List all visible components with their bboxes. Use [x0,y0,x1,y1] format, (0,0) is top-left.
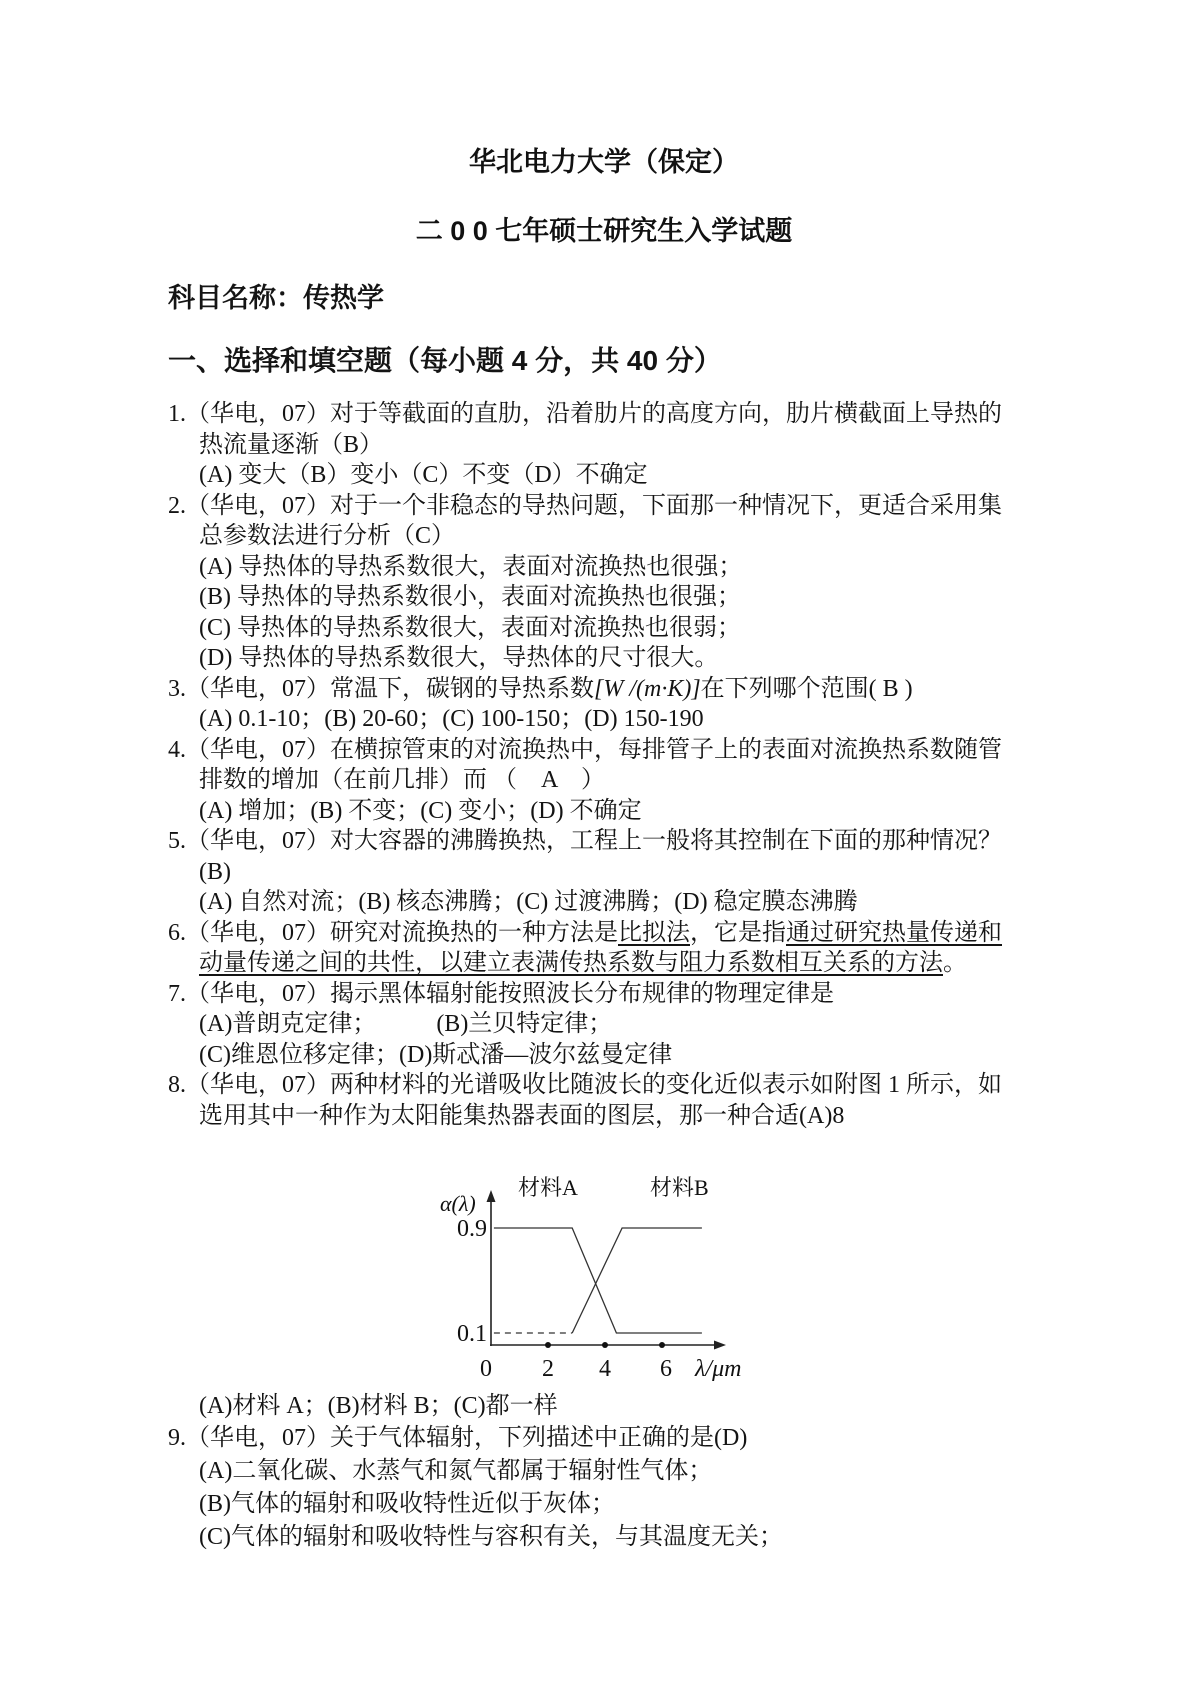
question-2-option-a: (A) 导热体的导热系数很大，表面对流换热也很强； [199,553,743,580]
question-8-options: (A)材料 A；(B)材料 B；(C)都一样 [199,1393,558,1419]
question-5-answer: (B) [199,858,231,885]
chart-series-lines [494,1228,702,1333]
question-1-options: (A) 变大（B）变小（C）不变（D）不确定 [199,462,648,488]
question-2-option-d: (D) 导热体的导热系数很大，导热体的尺寸很大。 [199,645,719,671]
question-3 [168,674,1040,735]
question-6-underlined-term: 比拟法 [618,919,690,946]
chart-svg [430,1169,770,1387]
chart-xtick-6: 6 [660,1356,672,1382]
question-9-option-b: (B)气体的辐射和吸收特性近似于灰体； [199,1490,615,1517]
question-7-line-1: 7.（华电，07）揭示黑体辐射能按照波长分布规律的物理定律是 [168,980,834,1007]
section-title: 一、选择和填空题（每小题 4 分，共 40 分） [168,345,722,376]
chart-ytick-01: 0.1 [457,1321,487,1347]
question-4 [168,735,1040,827]
exam-title: 二 0 0 七年硕士研究生入学试题 [415,216,793,246]
question-7-options-ab: (A)普朗克定律； (B)兰贝特定律； [199,1011,613,1037]
question-5 [168,826,1040,918]
question-2-line-1: 2.（华电，07）对于一个非稳态的导热问题，下面那一种情况下，更适合采用集 [168,492,1002,519]
university-title: 华北电力大学（保定） [469,147,739,177]
question-2-line-2: 总参数法进行分析（C） [199,523,456,549]
chart-series-a-label: 材料A [518,1175,578,1200]
chart-xtick-0: 0 [480,1356,492,1382]
question-8-line-1: 8.（华电，07）两种材料的光谱吸收比随波长的变化近似表示如附图 1 所示，如 [168,1072,1002,1098]
question-1 [168,399,1040,491]
question-5-line-1: 5.（华电，07）对大容器的沸腾换热，工程上一般将其控制在下面的那种情况？ [168,828,1002,854]
question-9-option-a: (A)二氧化碳、水蒸气和氮气都属于辐射性气体； [199,1457,713,1484]
figure-1-spectral-absorptance-chart [430,1169,770,1387]
chart-y-axis-arrow [487,1190,496,1202]
question-4-options: (A) 增加；(B) 不变；(C) 变小；(D) 不确定 [199,797,642,824]
question-6-period: 。 [943,950,967,976]
question-5-options: (A) 自然对流；(B) 核态沸腾；(C) 过渡沸腾；(D) 稳定膜态沸腾 [199,889,858,915]
question-8 [168,1070,1040,1422]
question-9 [168,1422,1040,1554]
question-2-option-b: (B) 导热体的导热系数很小，表面对流换热也很强； [199,584,741,610]
question-6-text-a: 6.（华电，07）研究对流换热的一种方法是 [168,919,618,946]
question-3-text-a: 3.（华电，07）常温下，碳钢的导热系数 [168,675,594,702]
question-3-units-formula: [W /(m·K)] [594,675,701,702]
question-9-option-c: (C)气体的辐射和吸收特性与容积有关，与其温度无关； [199,1523,783,1550]
question-3-line-1 [168,674,1040,705]
question-3-text-b: 在下列哪个范围( B ) [700,675,913,702]
subject-line: 科目名称：传热学 [168,283,384,313]
question-4-line-1: 4.（华电，07）在横掠管束的对流换热中，每排管子上的表面对流换热系数随管 [168,736,1002,763]
question-6-line-1 [168,918,1040,949]
question-7 [168,979,1040,1071]
question-6 [168,918,1040,979]
chart-x-axis-label: λ/μm [695,1356,742,1382]
chart-series-b-label: 材料B [650,1175,709,1200]
question-6-line-2 [199,948,1040,979]
question-4-line-2: 排数的增加（在前几排）而 （ A ） [199,767,606,793]
question-2 [168,491,1040,674]
question-8-line-2: 选用其中一种作为太阳能集热器表面的图层，那一种合适(A)8 [199,1102,845,1129]
question-6-underlined-b: 动量传递之间的共性，以建立表满传热系数与阻力系数相互关系的方法 [199,950,943,976]
question-6-text-b: ，它是指 [690,919,786,946]
question-1-line-2: 热流量逐渐（B） [199,431,384,458]
chart-x-axis-arrow [714,1341,726,1350]
chart-ytick-09: 0.9 [457,1216,487,1242]
question-9-line-1: 9.（华电，07）关于气体辐射，下列描述中正确的是(D) [168,1424,748,1451]
chart-y-axis-label: α(λ) [440,1191,476,1216]
chart-xtick-2: 2 [542,1356,554,1382]
question-3-options: (A) 0.1-10；(B) 20-60；(C) 100-150；(D) 150-190 [199,706,704,732]
chart-xtick-4: 4 [599,1356,611,1382]
question-2-option-c: (C) 导热体的导热系数很大，表面对流换热也很弱； [199,614,741,641]
question-6-underlined-a: 通过研究热量传递和 [786,919,1002,946]
question-1-line-1: 1.（华电，07）对于等截面的直肋，沿着肋片的高度方向，肋片横截面上导热的 [168,401,1002,427]
question-7-options-cd: (C)维恩位移定律；(D)斯忒潘—波尔兹曼定律 [199,1041,673,1068]
